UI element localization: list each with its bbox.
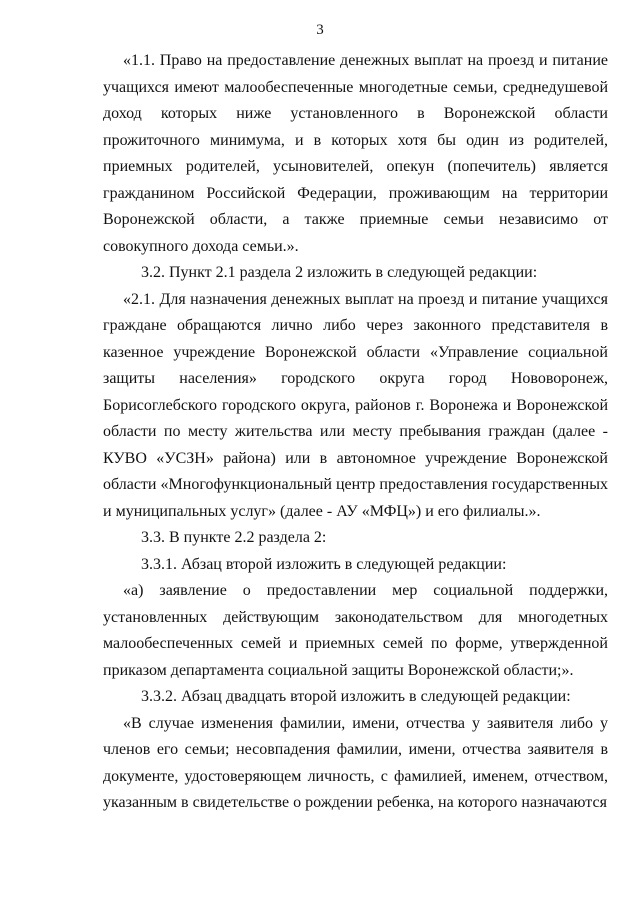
paragraph-name-change: «В случае изменения фамилии, имени, отчества у заявителя либо у членов его семьи; несовпадения фамилии, имени, отчества заявителя в документе, удостоверяющем личность, с фамилией, именем, отчеством, указанным в свидетельстве о рождении ребенка, на которого назначаются (103, 714, 608, 811)
paragraph-3-2: 3.2. Пункт 2.1 раздела 2 изложить в следующей редакции: (141, 264, 538, 281)
paragraph-3-3-1: 3.3.1. Абзац второй изложить в следующей редакции: (141, 555, 507, 573)
paragraph-item-a: «а) заявление о предоставлении мер социальной поддержки, установленных действующим законодательством для многодетных малообеспеченных семей и приемных семей по форме, утвержденной приказом департамента социальной защиты Воронежской области;». (103, 582, 608, 679)
paragraph-3-3: 3.3. В пункте 2.2 раздела 2: (141, 529, 327, 546)
paragraph-1-1: «1.1. Право на предоставление денежных выплат на проезд и питание учащихся имеют малообеспеченные многодетные семьи, среднедушевой доход которых ниже установленного в Воронежской области прожиточного минимума, и в которых хотя бы один из родителей, приемных родителей, усыновителей, опекун (попечитель) является гражданином Российской Федерации, проживающим на территории Воронежской области, а также приемные семьи независимо от совокупного дохода семьи.». (103, 52, 608, 255)
page-number: 3 (316, 22, 324, 38)
document-body (103, 48, 608, 817)
paragraph-2-1: «2.1. Для назначения денежных выплат на проезд и питание учащихся граждане обращаются лично либо через законного представителя в казенное учреждение Воронежской области «Управление социальной защиты населения» городского округа город Нововоронеж, Борисоглебского городского округа, районов г. Воронежа и Воронежской области по месту жительства или месту пребывания граждан (далее - КУВО «УСЗН» района) или в автономное учреждение Воронежской области «Многофункциональный центр предоставления государственных и муниципальных услуг» (далее - АУ «МФЦ») и его филиалы.». (103, 290, 608, 520)
paragraph-3-3-2: 3.3.2. Абзац двадцать второй изложить в следующей редакции: (141, 688, 571, 705)
